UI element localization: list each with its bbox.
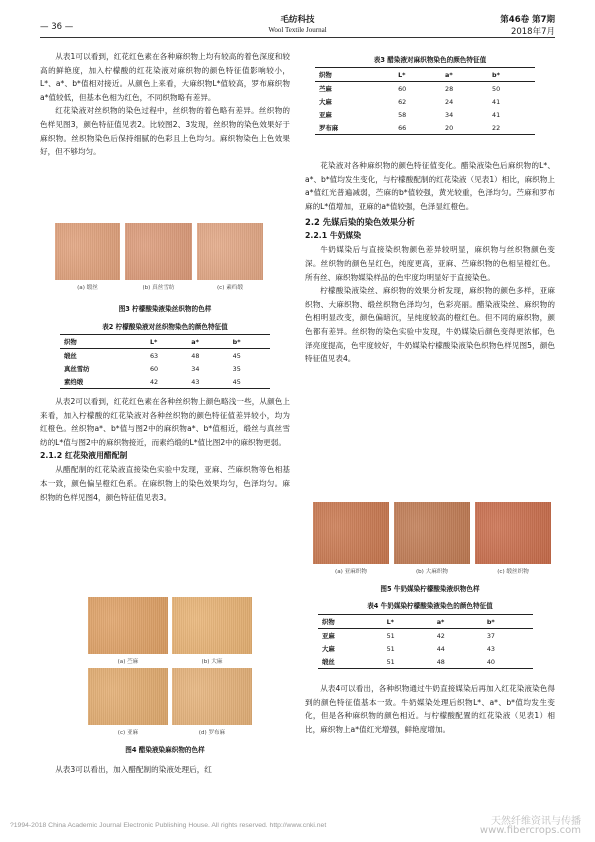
table-cell: 45 — [232, 351, 241, 360]
table-cell: 苎麻 — [319, 85, 332, 93]
paragraph: 红花染液对丝织物的染色过程中，丝织物的着色略有差异。丝织物的色样见图3，颜色特征值见表2。比较图2、3发现，丝织物的染色效果好于麻织物。丝织物染色后保持细腻的色彩且上色均匀。麻织物染色上色效果好，但不够均匀。 — [40, 106, 290, 157]
table-cell: 50 — [492, 84, 501, 93]
table-row — [318, 642, 533, 655]
paragraph: 从表3可以看出，加入醋配制的染液处理后，红 — [55, 765, 212, 774]
table-cell: 43 — [191, 377, 200, 386]
table-cell: 41 — [492, 97, 501, 106]
table-cell: 亚麻 — [319, 111, 332, 119]
paragraph: 从表2可以看到，红花红色素在各种丝织物上颜色略浅一些，从颜色上来看，加入柠檬酸的红花染液对各种丝织物的颜色特征值差异较小，均为红橙色。丝织物a*、b*值与图2中的麻织物a*、b*值相近，缎丝与真丝雪纺的L*值与图2中的麻织物接近，而素绉缎的L*值比图2中的麻织物更弱。 — [40, 397, 290, 447]
table-row — [315, 108, 535, 121]
table-row — [318, 655, 533, 669]
table-header-cell: 织物 — [319, 71, 332, 79]
table-cell: 缎丝 — [322, 658, 335, 666]
table-cell: 41 — [492, 110, 501, 119]
table-cell: 真丝雪纺 — [64, 365, 90, 373]
table-cell: 44 — [436, 644, 445, 653]
copyright-footer: ?1994-2018 China Academic Journal Electronic Publishing House. All rights reserved. http://www.cnki.net — [10, 822, 327, 829]
fig4-sublabel-b: (b) 大麻 — [201, 659, 223, 665]
table-header-cell: b* — [486, 617, 495, 626]
table-cell: 40 — [486, 657, 495, 666]
table3-caption: 表3 醋染液对麻织物染色的颜色特征值 — [373, 56, 487, 64]
watermark-url: www.fibercrops.com — [479, 825, 581, 836]
fig5-caption: 图5 牛奶媒染柠檬酸染液织物色样 — [380, 585, 480, 593]
fig4-sublabel-c: (c) 亚麻 — [117, 730, 139, 736]
section-heading-2-1-2: 2.1.2 红花染液用醋配制 — [40, 451, 128, 461]
table-header-row — [318, 615, 533, 629]
page-number: — 36 — — [40, 22, 74, 32]
table-cell: 37 — [486, 631, 495, 640]
table4-caption: 表4 牛奶媒染柠檬酸染液染色的颜色特征值 — [367, 602, 493, 610]
paragraph: 柠檬酸染液染丝、麻织物的效果分析发现，麻织物的颜色多样，亚麻织物、大麻织物、缎丝织物色泽均匀，色彩亮丽。醋染液染丝、麻织物的色相明显改变，颜色偏暗沉，呈纯度较高的橙红色。但不同的麻织物，颜色都有差异。丝织物的染色实验中发现，牛奶媒染后颜色变得更浓郁，色泽亮度提高，色牢度较好，牛奶媒染柠檬酸染液染色织物色样见图5，颜色特征值见表4。 — [305, 286, 555, 364]
table-cell: 42 — [149, 377, 159, 386]
table-row — [315, 121, 535, 135]
table-header-row — [60, 335, 270, 349]
table-row — [318, 629, 533, 643]
paragraph: 牛奶媒染后与直接染织物颜色差异较明显，麻织物与丝织物颜色变深。丝织物的颜色呈红色，纯度更高，亚麻、苎麻织物的色相呈橙红色。所有丝、麻织物媒染样品的色牢度均明显好于直接染色。 — [305, 245, 555, 282]
fig5-sublabel-c: (c) 缎丝织物 — [497, 569, 529, 575]
volume-issue: 第46卷 第7期 — [500, 15, 555, 25]
table-header-cell: L* — [398, 70, 406, 79]
table-header-cell: 织物 — [322, 618, 335, 626]
table-cell: 亚麻 — [322, 632, 335, 640]
journal-title-en: Wool Textile Journal — [268, 26, 327, 34]
fig5-sublabel-b: (b) 大麻织物 — [415, 569, 449, 575]
fig3-sublabel-c: (c) 素绉缎 — [217, 285, 243, 291]
table-header-cell: a* — [436, 617, 445, 626]
table-header-cell: b* — [492, 70, 500, 79]
section-heading-2-2-1: 2.2.1 牛奶媒染 — [305, 231, 362, 241]
table-cell: 45 — [232, 377, 241, 386]
fig3-swatch-b — [125, 223, 192, 280]
paragraph: 从表4可以看出，各种织物通过牛奶直接媒染后再加入红花染液染色得到的颜色特征值基本一致。牛奶媒染处理后织物L*、a*、b*值均发生变化，但是各种麻织物的颜色相近。与柠檬酸配置的红花染液（见表1）相比，麻织物上a*值红光增强，鲜艳度增加。 — [305, 684, 555, 734]
table-row — [315, 82, 535, 96]
table4 — [318, 614, 533, 669]
fig4-caption: 图4 醋染液染麻织物的色样 — [125, 746, 205, 754]
header-rule — [40, 37, 555, 38]
table-cell: 48 — [191, 351, 200, 360]
table-cell: 35 — [232, 364, 241, 373]
fig5-swatch-c — [475, 502, 551, 564]
paragraph: 从表1可以看到，红花红色素在各种麻织物上均有较高的着色深度和较高的鲜艳度，加入柠檬酸的红花染液对麻织物的颜色特征值影响较小，L*、a*、b*值相对接近。从颜色上来看，大麻织物L*值较高，罗布麻织物a*值较低，但基本色相为红色，不同织物略有差异。 — [40, 52, 290, 102]
fig4-swatch-b — [172, 597, 252, 654]
fig5-sublabel-a: (a) 亚麻织物 — [335, 569, 367, 575]
fig4-swatch-a — [88, 597, 168, 654]
table-cell: 42 — [436, 631, 445, 640]
section-heading-2-2: 2.2 先媒后染的染色效果分析 — [305, 217, 415, 228]
table-cell: 60 — [398, 84, 407, 93]
left-column-tail — [40, 763, 290, 777]
fig3-sublabel-a: (a) 缎丝 — [77, 285, 98, 291]
watermark-cn: 天然纤维资讯与传播 — [491, 816, 581, 827]
fig3-caption: 图3 柠檬酸染液染丝织物的色样 — [118, 305, 212, 313]
table-cell: 48 — [436, 657, 445, 666]
table-cell: 43 — [486, 644, 495, 653]
table-cell: 51 — [386, 644, 395, 653]
fig3-sublabel-b: (b) 真丝雪纺 — [142, 285, 175, 291]
table-cell: 罗布麻 — [319, 124, 339, 132]
table-cell: 62 — [398, 97, 407, 106]
table-header-cell: L* — [149, 337, 158, 346]
fig4-sublabel-a: (a) 苎麻 — [117, 659, 139, 665]
paragraph: 从醋配制的红花染液直接染色实验中发现，亚麻、苎麻织物等色相基本一致，颜色偏呈橙红色系。在麻织物上的染色效果均匀，色泽均匀。麻织物的色样见图4，颜色特征值见表3。 — [40, 465, 290, 502]
fig5-swatch-b — [394, 502, 470, 564]
fig4-sublabel-d: (d) 罗布麻 — [198, 730, 226, 736]
table-cell: 34 — [445, 110, 454, 119]
table-header-cell: L* — [386, 617, 394, 626]
table-cell: 63 — [149, 351, 159, 360]
fig4-swatch-c — [88, 668, 168, 725]
table-cell: 58 — [398, 110, 407, 119]
table-cell: 缎丝 — [64, 352, 77, 360]
table-cell: 素绉缎 — [64, 378, 84, 386]
fig4-swatch-d — [172, 668, 252, 725]
left-column — [40, 50, 290, 159]
table-header-cell: a* — [445, 70, 453, 79]
fig3-swatch-c — [197, 223, 263, 280]
table-cell: 34 — [191, 364, 200, 373]
table2 — [60, 334, 270, 389]
table-header-row — [315, 68, 535, 82]
fig3-swatch-a — [55, 223, 120, 280]
journal-title-cn: 毛纺科技 — [280, 15, 315, 25]
table-header-cell: a* — [191, 337, 199, 346]
table-cell: 24 — [445, 97, 454, 106]
paragraph: 花染液对各种麻织物的颜色特征值变化。醋染液染色后麻织物的L*、a*、b*值均发生变化，与柠檬酸配制的红花染液（见表1）相比，麻织物上a*值红光普遍减弱，苎麻的b*值较强，黄光较重，色泽均匀。苎麻和罗布麻的L*值增加，亚麻的a*值较强，色泽显红橙色。 — [305, 161, 555, 211]
table-row — [60, 349, 270, 363]
table3 — [315, 67, 535, 135]
table-row — [315, 95, 535, 108]
right-column — [305, 159, 555, 366]
table-cell: 20 — [445, 123, 454, 132]
table-cell: 22 — [492, 123, 501, 132]
table-row — [60, 375, 270, 389]
table-cell: 66 — [398, 123, 407, 132]
right-column-lower — [305, 682, 555, 736]
table-cell: 60 — [149, 364, 159, 373]
table-row — [60, 362, 270, 375]
table-cell: 28 — [445, 84, 454, 93]
table-cell: 大麻 — [319, 98, 332, 106]
table2-caption: 表2 柠檬酸染液对丝织物染色的颜色特征值 — [102, 323, 228, 331]
table-header-cell: 织物 — [64, 338, 77, 346]
table-cell: 51 — [386, 631, 395, 640]
left-column-lower — [40, 395, 290, 504]
issue-date: 2018年7月 — [510, 27, 555, 37]
fig5-swatch-a — [313, 502, 389, 564]
table-cell: 大麻 — [322, 645, 335, 653]
table-cell: 51 — [386, 657, 395, 666]
table-header-cell: b* — [232, 337, 241, 346]
